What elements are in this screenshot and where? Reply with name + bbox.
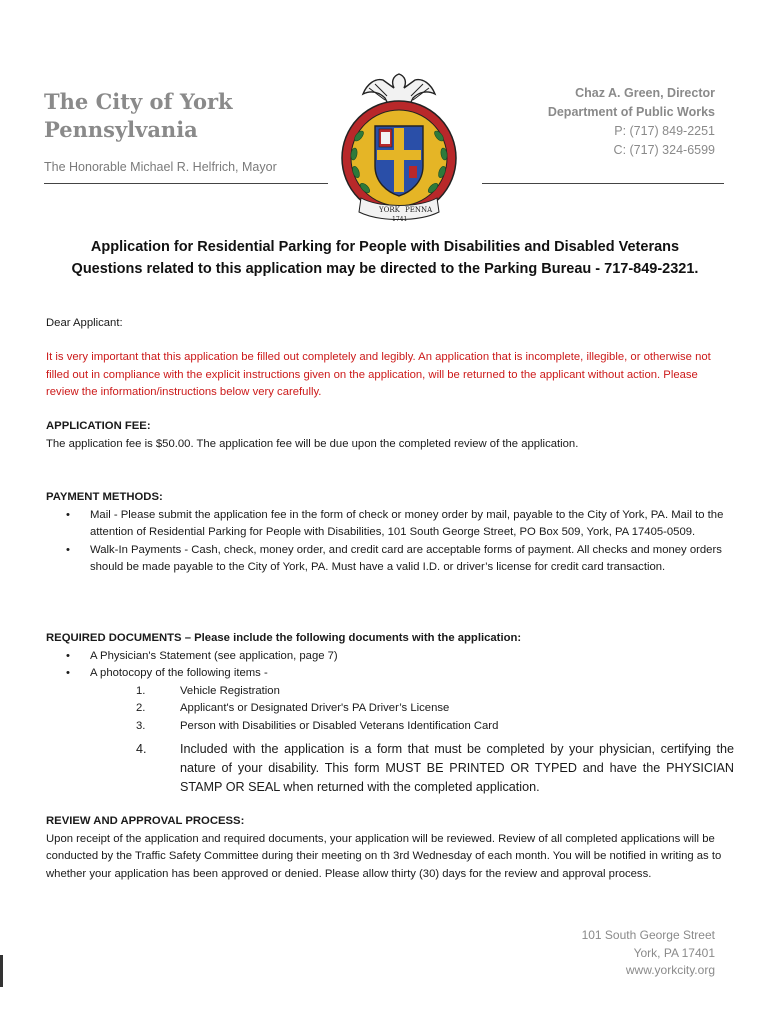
bullet-icon: • (66, 649, 70, 662)
application-heading (30, 236, 740, 280)
footer-city: York, PA 17401 (633, 945, 715, 960)
city-title-line1: The City of York (44, 89, 233, 114)
payment-walkin-text: Walk-In Payments - Cash, check, money order, and credit card are acceptable forms of payment. All checks and money orders should be made payable to the City of York, PA. Must have a valid I.D. or driver’s license for credit card transaction. (90, 543, 722, 574)
warning-paragraph: It is very important that this application be filled out completely and legibly. An application that is incomplete, illegible, or otherwise not filled out in compliance with the explicit instructions given on the application, will be returned to the applicant without action. Please review the information/instructions below very carefully. (46, 351, 711, 399)
heading-title: Application for Residential Parking for People with Disabilities and Disabled Veterans (90, 239, 680, 255)
item-text: Vehicle Registration (180, 684, 280, 697)
salutation: Dear Applicant: (46, 317, 123, 329)
footer-street: 101 South George Street (581, 928, 715, 942)
city-title (44, 88, 304, 144)
item-number: 4. (136, 741, 147, 756)
numbered-item (46, 740, 734, 797)
bullet-icon: • (66, 508, 70, 521)
documents-section (46, 630, 734, 797)
director-name: Chaz A. Green, Director (575, 86, 715, 100)
footer-website-link[interactable]: www.yorkcity.org (625, 963, 715, 977)
payment-mail-text: Mail - Please submit the application fee in the form of check or money order by mail, payable to the City of York, PA. Mail to the attention of Residential Parking for People with Disabilities, 101 South George Street, PO Box 509, York, PA 17405-0509. (90, 508, 724, 539)
documents-item-text: A Physician's Statement (see application, page 7) (90, 649, 338, 662)
mayor-name: The Honorable Michael R. Helfrich, Mayor (44, 160, 277, 174)
department-name: Department of Public Works (547, 105, 715, 119)
payment-title: PAYMENT METHODS: (46, 491, 163, 503)
list-item (46, 648, 726, 666)
fee-title: APPLICATION FEE: (46, 420, 151, 432)
bullet-icon: • (66, 667, 70, 680)
fee-text: The application fee is $50.00. The application fee will be due upon the completed review of the application. (46, 437, 579, 450)
seal-text-york: YORK (379, 206, 400, 214)
page-edge-mark (0, 955, 3, 987)
seal-text-penna: PENNA (405, 206, 433, 214)
letterhead-rule-right (482, 183, 724, 184)
payment-section (46, 489, 726, 577)
item-text: Applicant's or Designated Driver's PA Driver’s License (180, 702, 450, 715)
cell-number: C: (717) 324-6599 (613, 143, 715, 157)
item-number: 1. (136, 684, 146, 697)
item-text: Person with Disabilities or Disabled Veterans Identification Card (180, 719, 499, 732)
footer-address (582, 927, 715, 980)
documents-item-text: A photocopy of the following items - (90, 667, 268, 680)
letterhead-rule-left (44, 183, 328, 184)
seal-shield (375, 126, 423, 196)
director-block (548, 84, 715, 160)
numbered-item (46, 700, 726, 718)
list-item (46, 542, 726, 577)
bullet-icon: • (66, 543, 70, 556)
documents-title: REQUIRED DOCUMENTS – Please include the following documents with the application: (46, 632, 522, 644)
fee-section (46, 418, 726, 453)
item-number: 2. (136, 702, 146, 715)
review-title: REVIEW AND APPROVAL PROCESS: (46, 815, 245, 827)
list-item (46, 665, 726, 683)
numbered-item (46, 718, 726, 736)
seal-text-year: 1741 (392, 216, 408, 223)
review-text: Upon receipt of the application and required documents, your application will be reviewed. Review of all completed applications will be conducted by the Traffic Safety Committee during their meeting on th 3rd Wednesday of each month. You will be notified in writing as to whether your application has been approved or denied. Please allow thirty (30) days for the review and approval process. (46, 832, 722, 880)
review-section (46, 813, 726, 883)
phone-number: P: (717) 849-2251 (614, 124, 715, 138)
city-seal-logo (339, 66, 459, 226)
numbered-item (46, 683, 726, 701)
heading-contact: Questions related to this application may be directed to the Parking Bureau - 717-849-2321. (71, 261, 699, 277)
item-text: Included with the application is a form that must be completed by your physician, certifying the nature of your disability. This form MUST BE PRINTED OR TYPED and have the PHYSICIAN STAMP OR SEAL when returned with the completed application. (180, 741, 734, 794)
city-title-line2: Pennsylvania (44, 117, 198, 142)
list-item (46, 507, 726, 542)
item-number: 3. (136, 719, 146, 732)
